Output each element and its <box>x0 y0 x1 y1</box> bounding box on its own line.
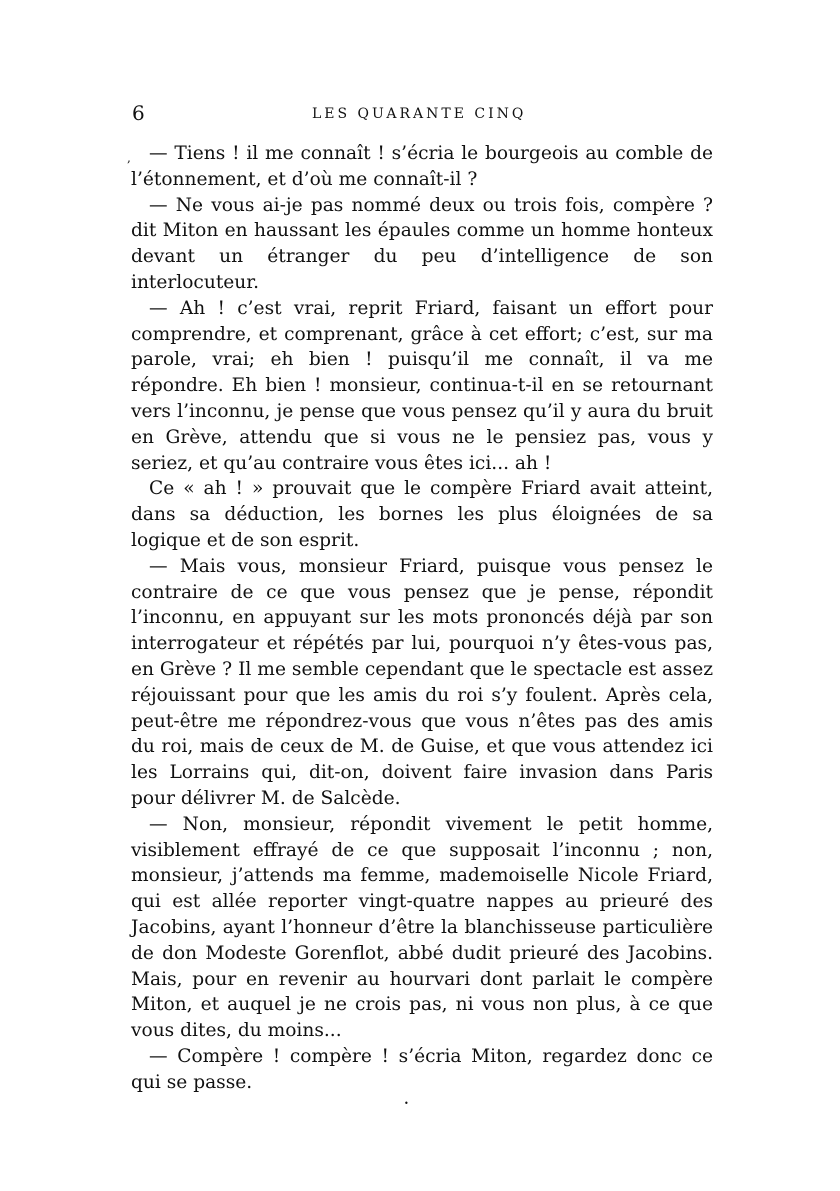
running-title: LES QUARANTE CINQ <box>312 106 527 122</box>
bottom-mark: • <box>404 1099 409 1108</box>
paragraph-4: Ce « ah ! » prouvait que le compère Friard avait atteint, dans sa déduction, les bornes les plus éloignées de sa logique et de son esprit. <box>131 478 713 551</box>
page-number: 6 <box>132 101 145 125</box>
running-head <box>132 98 712 130</box>
paragraph-6: — Non, monsieur, répondit vivement le petit homme, visiblement effrayé de ce que supposait l’inconnu ; non, monsieur, j’attends ma femme, mademoiselle Nicole Friard, qui est allée reporter vingt-quatre nappes au prieuré des Jacobins, ayant l’honneur d’être la blanchisseuse particulière de don Modeste Gorenflot, abbé dudit prieuré des Jacobins. Mais, pour en revenir au hourvari dont parlait le compère Miton, et auquel je ne crois pas, ni vous non plus, à ce que vous dites, du moins... <box>131 813 713 1042</box>
paragraph-1: — Tiens ! il me connaît ! s’écria le bourgeois au comble de l’étonnement, et d’où me connaît-il ? <box>131 143 713 190</box>
margin-mark: , <box>127 151 131 165</box>
paragraph-7: — Compère ! compère ! s’écria Miton, regardez donc ce qui se passe. <box>131 1045 713 1093</box>
paragraph-5: — Mais vous, monsieur Friard, puisque vous pensez le contraire de ce que vous pensez que je pense, répondit l’inconnu, en appuyant sur les mots prononcés déjà par son interrogateur et répétés par lui, pourquoi n’y êtes-vous pas, en Grève ? Il me semble cependant que le spectacle est assez réjouissant pour que les amis du roi s’y foulent. Après cela, peut-être me répondrez-vous que vous n’êtes pas des amis du roi, mais de ceux de M. de Guise, et que vous attendez ici les Lorrains qui, dit-on, doivent faire invasion dans Paris pour délivrer M. de Salcède. <box>131 555 713 809</box>
paragraph-3: — Ah ! c’est vrai, reprit Friard, faisant un effort pour comprendre, et comprenant, grâce à cet effort; c’est, sur ma parole, vrai; eh bien ! puisqu’il me connaît, il va me répondre. Eh bien ! monsieur, continua-t-il en se retournant vers l’inconnu, je pense que vous pensez qu’il y aura du bruit en Grève, attendu que si vous ne le pensiez pas, vous y seriez, et qu’au contraire vous êtes ici... ah ! <box>131 297 713 474</box>
body-text <box>131 141 713 1095</box>
paragraph-2: — Ne vous ai-je pas nommé deux ou trois fois, compère ? dit Miton en haussant les épaules comme un homme honteux devant un étranger du peu d’intelligence de son interlocuteur. <box>131 194 713 293</box>
